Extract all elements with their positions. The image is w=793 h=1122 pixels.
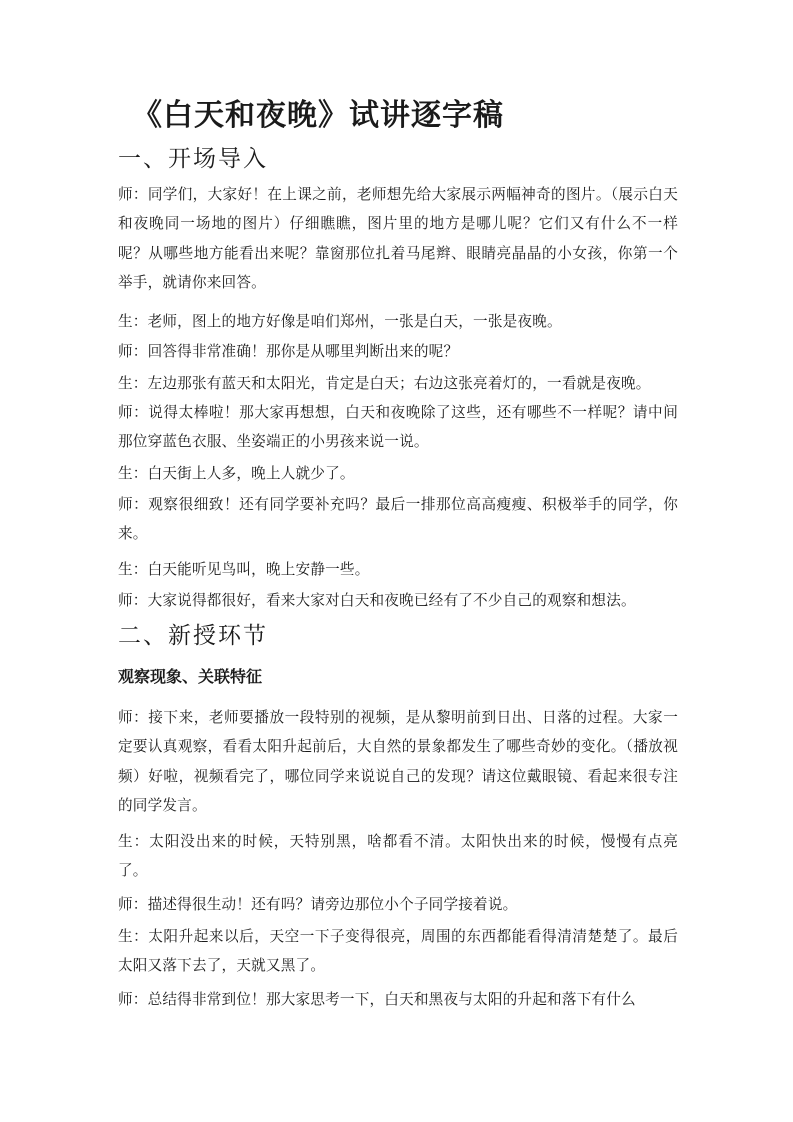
paragraph: 生：左边那张有蓝天和太阳光，肯定是白天；右边这张亮着灯的，一看就是夜晚。 [118,375,651,392]
paragraph: 师：同学们，大家好！在上课之前，老师想先给大家展示两幅神奇的图片。（展示白天和夜晚同一场地的图片）仔细瞧瞧，图片里的地方是哪儿呢？它们又有什么不一样呢？从哪些地方能看出来呢？靠窗那位扎着马尾辫、眼睛亮晶晶的小女孩，你第一个举手，就请你来回答。 [118,186,678,292]
subsection-heading: 观察现象、关联特征 [118,667,263,686]
paragraph: 师：回答得非常准确！那你是从哪里判断出来的呢？ [118,343,459,360]
paragraph: 师：观察很细致！还有同学要补充吗？最后一排那位高高瘦瘦、积极举手的同学，你来。 [118,496,678,543]
paragraph: 生：太阳升起来以后，天空一下子变得很亮，周围的东西都能看得清清楚楚了。最后太阳又落下去了，天就又黑了。 [118,928,678,975]
paragraph: 师：总结得非常到位！那大家思考一下，白天和黑夜与太阳的升起和落下有什么 [118,991,636,1008]
paragraph: 生：白天街上人多，晚上人就少了。 [118,465,355,482]
paragraph: 生：老师，图上的地方好像是咱们郑州，一张是白天，一张是夜晚。 [118,313,562,330]
section-heading-intro: 一、开场导入 [118,146,268,172]
paragraph: 师：大家说得都很好，看来大家对白天和夜晚已经有了不少自己的观察和想法。 [118,592,636,609]
paragraph: 生：白天能听见鸟叫，晚上安静一些。 [118,561,370,578]
paragraph: 师：说得太棒啦！那大家再想想，白天和夜晚除了这些，还有哪些不一样呢？请中间那位穿蓝色衣服、坐姿端正的小男孩来说一说。 [118,404,678,451]
paragraph: 生：太阳没出来的时候，天特别黑，啥都看不清。太阳快出来的时候，慢慢有点亮了。 [118,833,678,880]
paragraph: 师：描述得很生动！还有吗？请旁边那位小个子同学接着说。 [118,896,518,913]
paragraph: 师：接下来，老师要播放一段特别的视频，是从黎明前到日出、日落的过程。大家一定要认真观察，看看太阳升起前后，大自然的景象都发生了哪些奇妙的变化。（播放视频）好啦，视频看完了，哪位同学来说说自己的发现？请这位戴眼镜、看起来很专注的同学发言。 [118,709,678,815]
section-heading-new-lesson: 二、新授环节 [118,623,268,649]
document-title: 《白天和夜晚》试讲逐字稿 [132,98,504,133]
